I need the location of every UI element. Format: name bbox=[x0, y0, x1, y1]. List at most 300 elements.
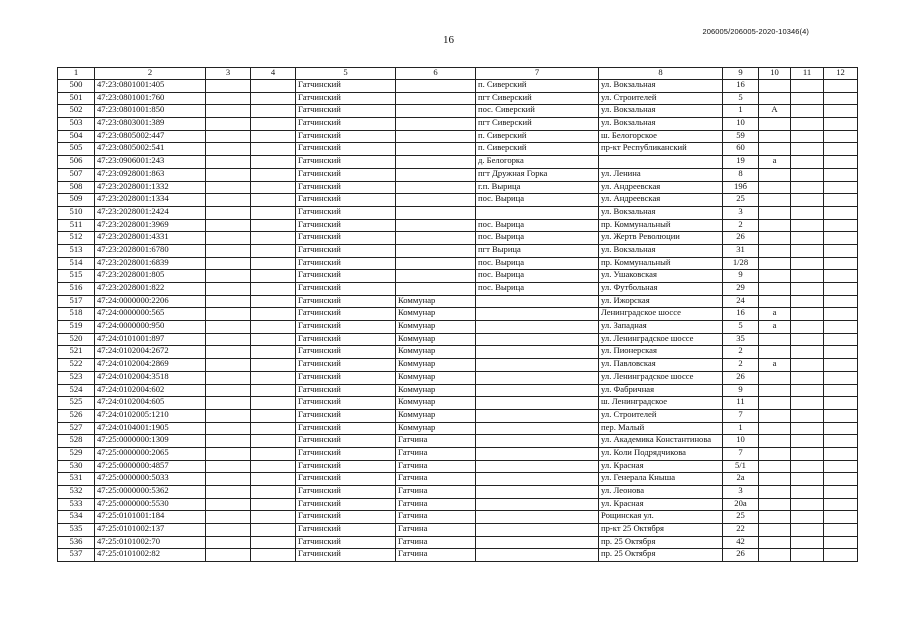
table-cell bbox=[206, 206, 251, 219]
table-cell bbox=[791, 244, 824, 257]
table-cell: 509 bbox=[58, 194, 95, 207]
table-cell bbox=[759, 219, 791, 232]
table-cell: пос. Вырица bbox=[476, 232, 599, 245]
table-row bbox=[58, 283, 858, 296]
table-cell: 47:24:0102004:2672 bbox=[95, 346, 206, 359]
table-cell bbox=[251, 359, 296, 372]
column-header: 9 bbox=[723, 68, 759, 80]
table-cell: 518 bbox=[58, 308, 95, 321]
table-cell bbox=[206, 359, 251, 372]
table-cell bbox=[824, 359, 858, 372]
table-cell: 9 bbox=[723, 270, 759, 283]
table-cell: Гатчинский bbox=[296, 244, 396, 257]
table-cell bbox=[824, 283, 858, 296]
table-cell: ш. Ленинградское bbox=[599, 397, 723, 410]
table-cell: Гатчинский bbox=[296, 486, 396, 499]
table-cell: п. Сиверский bbox=[476, 143, 599, 156]
table-cell: 47:23:2028001:2424 bbox=[95, 206, 206, 219]
table-cell: 516 bbox=[58, 283, 95, 296]
table-cell: Гатчина bbox=[396, 460, 476, 473]
table-cell: Гатчинский bbox=[296, 549, 396, 562]
table-cell bbox=[206, 524, 251, 537]
table-cell bbox=[791, 80, 824, 93]
table-cell: пр. Коммунальный bbox=[599, 219, 723, 232]
column-header: 8 bbox=[599, 68, 723, 80]
column-header: 10 bbox=[759, 68, 791, 80]
table-cell: пер. Малый bbox=[599, 422, 723, 435]
table-cell: 47:25:0000000:2065 bbox=[95, 447, 206, 460]
table-cell bbox=[251, 549, 296, 562]
table-cell: Гатчинский bbox=[296, 524, 396, 537]
table-cell: п. Сиверский bbox=[476, 130, 599, 143]
table-cell: 47:23:2028001:6839 bbox=[95, 257, 206, 270]
table-cell bbox=[759, 524, 791, 537]
table-cell bbox=[251, 118, 296, 131]
table-cell bbox=[476, 359, 599, 372]
table-row bbox=[58, 156, 858, 169]
table-cell: Гатчинский bbox=[296, 295, 396, 308]
table-cell bbox=[791, 524, 824, 537]
table-cell bbox=[476, 409, 599, 422]
table-cell: 536 bbox=[58, 536, 95, 549]
table-cell bbox=[791, 333, 824, 346]
table-cell: 19б bbox=[723, 181, 759, 194]
table-cell bbox=[791, 384, 824, 397]
table-cell bbox=[824, 536, 858, 549]
table-cell bbox=[206, 244, 251, 257]
table-cell bbox=[206, 308, 251, 321]
table-cell: Гатчинский bbox=[296, 206, 396, 219]
table-row bbox=[58, 244, 858, 257]
table-cell bbox=[791, 105, 824, 118]
table-cell: 47:24:0000000:2206 bbox=[95, 295, 206, 308]
table-cell bbox=[206, 397, 251, 410]
table-cell bbox=[251, 498, 296, 511]
table-cell bbox=[476, 486, 599, 499]
table-cell: 508 bbox=[58, 181, 95, 194]
table-cell: ул. Жертв Революции bbox=[599, 232, 723, 245]
table-cell: Гатчинский bbox=[296, 511, 396, 524]
table-row bbox=[58, 257, 858, 270]
table-row bbox=[58, 321, 858, 334]
table-cell bbox=[824, 206, 858, 219]
table-cell: 5/1 bbox=[723, 460, 759, 473]
table-cell bbox=[396, 219, 476, 232]
table-cell: 47:23:2028001:805 bbox=[95, 270, 206, 283]
table-cell: Гатчинский bbox=[296, 333, 396, 346]
table-cell: Коммунар bbox=[396, 308, 476, 321]
table-cell bbox=[759, 232, 791, 245]
table-cell bbox=[251, 321, 296, 334]
table-cell bbox=[206, 371, 251, 384]
table-cell bbox=[824, 371, 858, 384]
table-row bbox=[58, 295, 858, 308]
table-cell bbox=[251, 181, 296, 194]
table-cell: пос. Вырица bbox=[476, 257, 599, 270]
table-cell bbox=[824, 486, 858, 499]
table-cell bbox=[759, 118, 791, 131]
table-row bbox=[58, 105, 858, 118]
table-cell: Гатчинский bbox=[296, 219, 396, 232]
table-cell bbox=[206, 295, 251, 308]
table-cell bbox=[396, 130, 476, 143]
table-cell bbox=[251, 270, 296, 283]
table-row bbox=[58, 447, 858, 460]
table-cell bbox=[759, 409, 791, 422]
table-row bbox=[58, 524, 858, 537]
table-cell: пр. 25 Октября bbox=[599, 536, 723, 549]
table-cell: 47:24:0102005:1210 bbox=[95, 409, 206, 422]
table-cell: 19 bbox=[723, 156, 759, 169]
table-cell bbox=[791, 181, 824, 194]
table-cell: 7 bbox=[723, 447, 759, 460]
table-cell bbox=[759, 346, 791, 359]
table-cell: 47:23:0801001:405 bbox=[95, 80, 206, 93]
table-cell bbox=[791, 130, 824, 143]
table-cell bbox=[791, 473, 824, 486]
table-cell: ул. Строителей bbox=[599, 409, 723, 422]
table-cell: ул. Красная bbox=[599, 460, 723, 473]
table-cell bbox=[251, 295, 296, 308]
table-row bbox=[58, 206, 858, 219]
table-cell bbox=[759, 460, 791, 473]
table-cell bbox=[824, 498, 858, 511]
table-row bbox=[58, 130, 858, 143]
table-cell: Гатчина bbox=[396, 486, 476, 499]
table-cell: 47:25:0000000:5033 bbox=[95, 473, 206, 486]
table-cell bbox=[759, 92, 791, 105]
table-cell bbox=[396, 232, 476, 245]
table-cell bbox=[759, 486, 791, 499]
table-cell: 60 bbox=[723, 143, 759, 156]
table-cell: 3 bbox=[723, 206, 759, 219]
table-cell: г.п. Вырица bbox=[476, 181, 599, 194]
table-cell bbox=[476, 498, 599, 511]
table-cell: Гатчина bbox=[396, 549, 476, 562]
table-cell: 47:25:0101002:82 bbox=[95, 549, 206, 562]
table-cell: Гатчинский bbox=[296, 536, 396, 549]
table-cell bbox=[759, 473, 791, 486]
table-cell bbox=[599, 156, 723, 169]
table-cell bbox=[396, 206, 476, 219]
table-cell: 42 bbox=[723, 536, 759, 549]
table-cell bbox=[251, 524, 296, 537]
table-cell bbox=[251, 397, 296, 410]
table-cell: 525 bbox=[58, 397, 95, 410]
table-cell: 502 bbox=[58, 105, 95, 118]
table-cell bbox=[824, 460, 858, 473]
table-cell: 26 bbox=[723, 549, 759, 562]
table-cell bbox=[251, 346, 296, 359]
table-cell: 523 bbox=[58, 371, 95, 384]
table-cell: 47:25:0000000:4857 bbox=[95, 460, 206, 473]
table-cell: Гатчина bbox=[396, 473, 476, 486]
table-cell bbox=[396, 270, 476, 283]
table-cell: ш. Белогорское bbox=[599, 130, 723, 143]
table-cell: ул. Футбольная bbox=[599, 283, 723, 296]
table-cell bbox=[824, 333, 858, 346]
table-cell: Гатчинский bbox=[296, 435, 396, 448]
table-cell: 5 bbox=[723, 321, 759, 334]
table-cell: Гатчинский bbox=[296, 447, 396, 460]
table-cell: ул. Пионерская bbox=[599, 346, 723, 359]
table-cell bbox=[206, 447, 251, 460]
table-row bbox=[58, 549, 858, 562]
table-cell: 521 bbox=[58, 346, 95, 359]
table-cell bbox=[759, 384, 791, 397]
table-row bbox=[58, 486, 858, 499]
table-cell bbox=[396, 194, 476, 207]
table-cell bbox=[251, 447, 296, 460]
table-cell bbox=[824, 168, 858, 181]
table-cell bbox=[824, 257, 858, 270]
table-cell bbox=[759, 498, 791, 511]
table-cell bbox=[791, 206, 824, 219]
table-cell: Коммунар bbox=[396, 295, 476, 308]
column-header: 12 bbox=[824, 68, 858, 80]
table-cell bbox=[206, 168, 251, 181]
table-cell bbox=[251, 435, 296, 448]
table-cell bbox=[759, 397, 791, 410]
page-number: 16 bbox=[443, 34, 454, 46]
table-cell: 527 bbox=[58, 422, 95, 435]
table-cell: 47:23:2028001:3969 bbox=[95, 219, 206, 232]
table-cell bbox=[759, 333, 791, 346]
table-cell bbox=[206, 422, 251, 435]
table-cell: 22 bbox=[723, 524, 759, 537]
table-cell: 47:25:0000000:1309 bbox=[95, 435, 206, 448]
table-cell bbox=[824, 473, 858, 486]
table-cell bbox=[824, 447, 858, 460]
table-cell bbox=[476, 524, 599, 537]
table-row bbox=[58, 422, 858, 435]
table-row bbox=[58, 270, 858, 283]
table-cell: 47:25:0101002:137 bbox=[95, 524, 206, 537]
table-cell bbox=[206, 283, 251, 296]
table-cell bbox=[396, 118, 476, 131]
column-header: 3 bbox=[206, 68, 251, 80]
table-cell: Гатчинский bbox=[296, 168, 396, 181]
table-cell bbox=[206, 486, 251, 499]
table-cell: 11 bbox=[723, 397, 759, 410]
table-cell: пр-кт Республиканский bbox=[599, 143, 723, 156]
table-cell: пос. Вырица bbox=[476, 219, 599, 232]
table-cell bbox=[251, 194, 296, 207]
table-cell bbox=[476, 321, 599, 334]
table-cell: 47:25:0101001:184 bbox=[95, 511, 206, 524]
table-cell bbox=[824, 143, 858, 156]
table-cell bbox=[476, 460, 599, 473]
table-cell: ул. Вокзальная bbox=[599, 244, 723, 257]
table-cell bbox=[824, 105, 858, 118]
table-cell: Гатчина bbox=[396, 511, 476, 524]
table-cell: 506 bbox=[58, 156, 95, 169]
table-cell bbox=[206, 270, 251, 283]
table-cell: Гатчинский bbox=[296, 346, 396, 359]
registry-table bbox=[57, 67, 858, 562]
table-cell bbox=[206, 232, 251, 245]
column-header: 2 bbox=[95, 68, 206, 80]
table-cell bbox=[791, 460, 824, 473]
table-cell bbox=[396, 92, 476, 105]
table-cell bbox=[791, 194, 824, 207]
table-cell: 47:23:2028001:6780 bbox=[95, 244, 206, 257]
table-cell: ул. Ленина bbox=[599, 168, 723, 181]
table-cell: ул. Генерала Кныша bbox=[599, 473, 723, 486]
table-cell: 47:25:0000000:5362 bbox=[95, 486, 206, 499]
table-cell bbox=[206, 384, 251, 397]
table-cell: ул. Андреевская bbox=[599, 194, 723, 207]
table-cell: Коммунар bbox=[396, 409, 476, 422]
table-cell: ул. Ушаковская bbox=[599, 270, 723, 283]
table-cell: ул. Вокзальная bbox=[599, 206, 723, 219]
table-cell bbox=[791, 168, 824, 181]
table-cell: Гатчинский bbox=[296, 422, 396, 435]
table-cell: п. Сиверский bbox=[476, 80, 599, 93]
table-cell: 47:23:0906001:243 bbox=[95, 156, 206, 169]
table-cell bbox=[251, 384, 296, 397]
table-cell: 530 bbox=[58, 460, 95, 473]
table-cell: 29 bbox=[723, 283, 759, 296]
table-cell: ул. Красная bbox=[599, 498, 723, 511]
table-cell bbox=[396, 244, 476, 257]
table-cell bbox=[206, 321, 251, 334]
table-cell bbox=[206, 435, 251, 448]
table-cell: 520 bbox=[58, 333, 95, 346]
table-cell: Гатчинский bbox=[296, 105, 396, 118]
table-cell bbox=[476, 549, 599, 562]
table-cell: Гатчинский bbox=[296, 460, 396, 473]
table-cell bbox=[206, 333, 251, 346]
table-row bbox=[58, 80, 858, 93]
table-cell: 10 bbox=[723, 118, 759, 131]
table-cell bbox=[206, 498, 251, 511]
table-cell: Коммунар bbox=[396, 397, 476, 410]
table-cell: 7 bbox=[723, 409, 759, 422]
table-cell bbox=[206, 143, 251, 156]
table-cell bbox=[206, 80, 251, 93]
table-cell bbox=[791, 486, 824, 499]
table-cell bbox=[396, 156, 476, 169]
table-cell bbox=[759, 295, 791, 308]
column-header: 7 bbox=[476, 68, 599, 80]
table-cell bbox=[476, 371, 599, 384]
table-cell bbox=[206, 181, 251, 194]
table-cell bbox=[476, 397, 599, 410]
table-cell: Гатчинский bbox=[296, 321, 396, 334]
table-cell: Гатчинский bbox=[296, 156, 396, 169]
table-cell: 35 bbox=[723, 333, 759, 346]
table-cell bbox=[824, 181, 858, 194]
table-cell: Гатчинский bbox=[296, 181, 396, 194]
table-cell bbox=[251, 536, 296, 549]
table-cell bbox=[791, 346, 824, 359]
table-cell: пос. Вырица bbox=[476, 283, 599, 296]
table-cell bbox=[251, 486, 296, 499]
table-cell: 503 bbox=[58, 118, 95, 131]
table-cell: 16 bbox=[723, 308, 759, 321]
table-cell: 1/28 bbox=[723, 257, 759, 270]
table-row bbox=[58, 219, 858, 232]
table-cell bbox=[476, 308, 599, 321]
table-cell bbox=[824, 422, 858, 435]
table-cell: 47:24:0104001:1905 bbox=[95, 422, 206, 435]
table-cell: 47:23:0928001:863 bbox=[95, 168, 206, 181]
table-cell bbox=[824, 80, 858, 93]
table-cell bbox=[759, 435, 791, 448]
table-cell bbox=[824, 92, 858, 105]
table-cell bbox=[476, 346, 599, 359]
table-cell bbox=[759, 536, 791, 549]
table-cell: 3 bbox=[723, 486, 759, 499]
table-row bbox=[58, 232, 858, 245]
table-cell bbox=[791, 422, 824, 435]
table-cell: А bbox=[759, 105, 791, 118]
table-cell bbox=[206, 219, 251, 232]
table-cell: 531 bbox=[58, 473, 95, 486]
table-cell bbox=[251, 232, 296, 245]
table-cell bbox=[206, 194, 251, 207]
table-cell: 26 bbox=[723, 232, 759, 245]
table-cell bbox=[759, 270, 791, 283]
table-cell bbox=[824, 232, 858, 245]
table-cell: Гатчинский bbox=[296, 371, 396, 384]
table-row bbox=[58, 181, 858, 194]
table-cell: пгт Сиверский bbox=[476, 118, 599, 131]
column-header: 11 bbox=[791, 68, 824, 80]
table-cell bbox=[476, 333, 599, 346]
table-cell bbox=[396, 283, 476, 296]
table-cell bbox=[759, 244, 791, 257]
table-cell bbox=[824, 244, 858, 257]
table-cell: ул. Ленинградское шоссе bbox=[599, 371, 723, 384]
table-cell: ул. Вокзальная bbox=[599, 105, 723, 118]
table-cell: пгт Дружная Горка bbox=[476, 168, 599, 181]
table-cell: Гатчинский bbox=[296, 270, 396, 283]
table-cell: 16 bbox=[723, 80, 759, 93]
table-cell: 535 bbox=[58, 524, 95, 537]
table-cell: Гатчинский bbox=[296, 473, 396, 486]
table-cell: 9 bbox=[723, 384, 759, 397]
table-cell: а bbox=[759, 308, 791, 321]
table-row bbox=[58, 409, 858, 422]
table-cell: 511 bbox=[58, 219, 95, 232]
table-cell: Коммунар bbox=[396, 321, 476, 334]
table-cell: 534 bbox=[58, 511, 95, 524]
table-cell: Гатчинский bbox=[296, 308, 396, 321]
table-cell bbox=[251, 473, 296, 486]
table-cell: ул. Ленинградское шоссе bbox=[599, 333, 723, 346]
table-cell bbox=[759, 549, 791, 562]
table-cell: 8 bbox=[723, 168, 759, 181]
table-row bbox=[58, 194, 858, 207]
table-cell bbox=[759, 194, 791, 207]
table-cell bbox=[476, 473, 599, 486]
table-cell bbox=[791, 92, 824, 105]
table-cell: Гатчина bbox=[396, 447, 476, 460]
table-cell bbox=[476, 435, 599, 448]
table-cell: ул. Павловская bbox=[599, 359, 723, 372]
table-cell: 47:24:0102004:3518 bbox=[95, 371, 206, 384]
table-cell bbox=[476, 536, 599, 549]
table-cell bbox=[396, 257, 476, 270]
table-cell: 47:23:2028001:4331 bbox=[95, 232, 206, 245]
table-cell: 47:23:0805002:447 bbox=[95, 130, 206, 143]
table-cell: Гатчинский bbox=[296, 359, 396, 372]
table-cell bbox=[824, 511, 858, 524]
table-cell bbox=[791, 270, 824, 283]
table-cell: Коммунар bbox=[396, 333, 476, 346]
